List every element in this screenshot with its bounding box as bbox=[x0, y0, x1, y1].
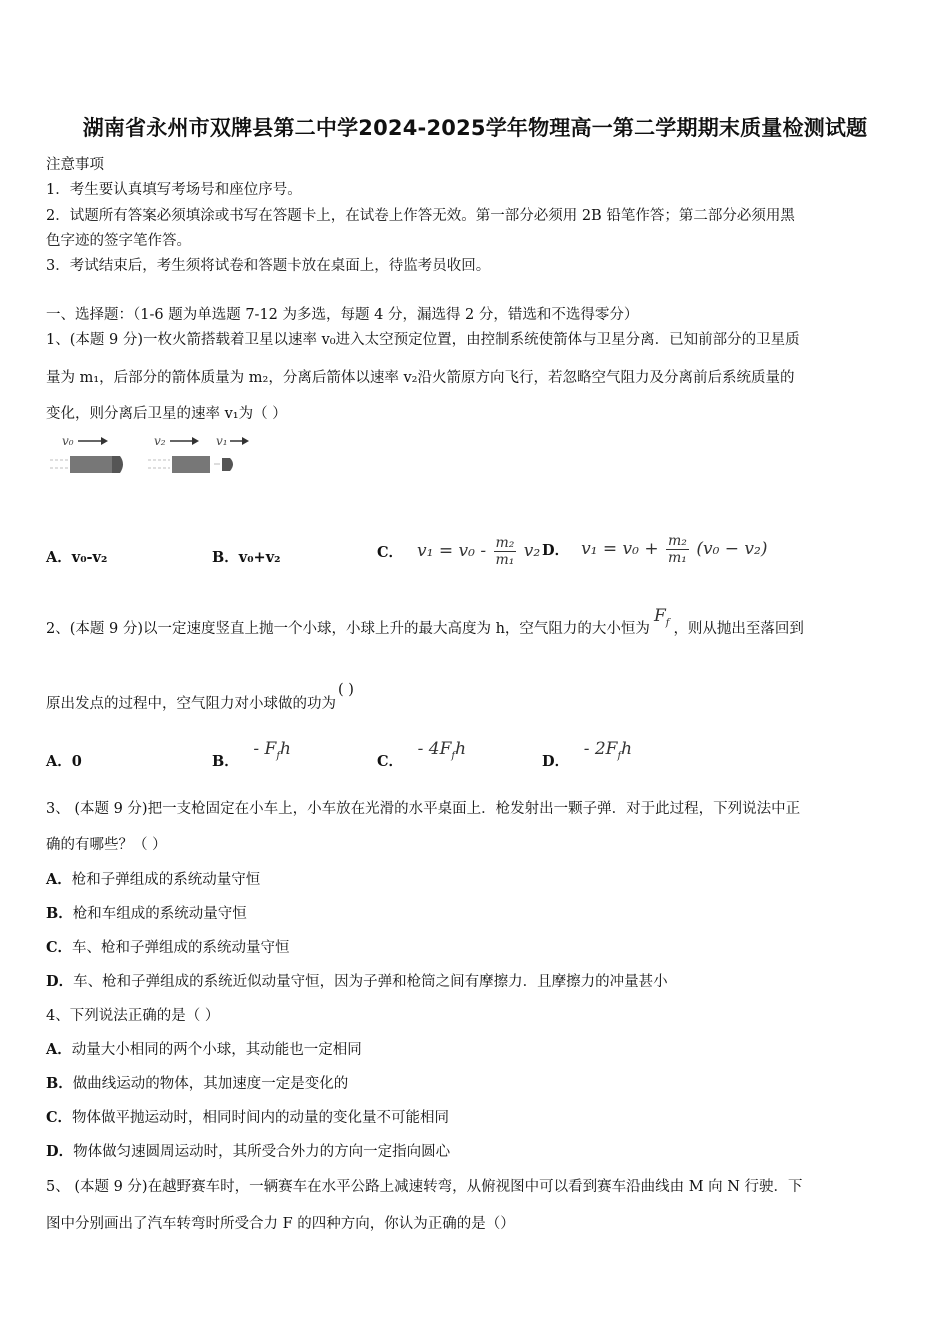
q3-option-b[interactable] bbox=[46, 902, 247, 923]
v0-label: v₀ bbox=[62, 434, 74, 448]
option-text: 车、枪和子弹组成的系统近似动量守恒，因为子弹和枪筒之间有摩擦力．且摩擦力的冲量甚小 bbox=[73, 974, 668, 990]
option-text: 物体做平抛运动时，相同时间内的动量的变化量不可能相同 bbox=[72, 1110, 450, 1126]
q2-text-part: 原出发点的过程中，空气阻力对小球做的功为 bbox=[46, 696, 336, 712]
option-text: 车、枪和子弹组成的系统动量守恒 bbox=[72, 940, 290, 956]
option-label: D． bbox=[46, 973, 74, 990]
q1-option-a[interactable] bbox=[46, 546, 107, 567]
page-title: 湖南省永州市双牌县第二中学2024-2025学年物理高一第二学期期末质量检测试题 bbox=[82, 116, 868, 140]
q2-option-d[interactable] bbox=[542, 739, 633, 773]
formula-b bbox=[253, 739, 291, 762]
friction-force-symbol bbox=[653, 606, 670, 629]
q3-option-d[interactable] bbox=[46, 970, 668, 991]
q1-option-d[interactable] bbox=[542, 524, 767, 574]
formula-part: h bbox=[455, 739, 467, 759]
option-text: 0 bbox=[71, 753, 82, 770]
section-heading: 一、选择题：（1-6 题为单选题 7-12 为多选，每题 4 分，漏选得 2 分，错选和不选得零分） bbox=[46, 307, 639, 323]
formula-c bbox=[417, 739, 467, 762]
q2-text-part: ，则从抛出至落回到 bbox=[673, 621, 804, 637]
formula-part: (v₀ − v₂) bbox=[696, 538, 768, 559]
v2-label: v₂ bbox=[154, 434, 166, 448]
option-text: 动量大小相同的两个小球，其动能也一定相同 bbox=[71, 1042, 362, 1058]
q2-text-part: 2、(本题 9 分)以一定速度竖直上抛一个小球，小球上升的最大高度为 h，空气阻力的大小恒为 bbox=[46, 621, 650, 637]
option-label: A． bbox=[46, 1041, 72, 1058]
q4-option-d[interactable] bbox=[46, 1140, 450, 1161]
formula-part: v₁ = v₀ - bbox=[417, 540, 487, 561]
subscript: f bbox=[276, 750, 281, 762]
numerator: m₂ bbox=[668, 532, 687, 549]
option-text: v₀-v₂ bbox=[71, 549, 108, 566]
formula-part: v₂ bbox=[523, 540, 541, 561]
notice-item: 2．试题所有答案必须填涂或书写在答题卡上，在试卷上作答无效。第一部分必须用 2B 铅笔作答；第二部分必须用黑 bbox=[46, 208, 795, 224]
option-label: C． bbox=[46, 939, 73, 956]
option-label: D． bbox=[542, 541, 570, 559]
rocket-separation-figure bbox=[46, 432, 266, 487]
notice-heading: 注意事项 bbox=[46, 157, 104, 173]
v1-label: v₁ bbox=[216, 434, 228, 448]
symbol: F bbox=[653, 606, 666, 626]
q4-option-c[interactable] bbox=[46, 1106, 449, 1127]
formula-part: - 4F bbox=[417, 739, 452, 759]
notice-item: 色字迹的签字笔作答。 bbox=[46, 233, 191, 249]
option-text: 枪和车组成的系统动量守恒 bbox=[72, 906, 247, 922]
question-5-text: 5、 (本题 9 分)在越野赛车时，一辆赛车在水平公路上减速转弯，从俯视图中可以看到赛车沿曲线由 M 向 N 行驶．下 bbox=[46, 1179, 803, 1195]
question-5-text: 图中分别画出了汽车转弯时所受合力 F 的四种方向，你认为正确的是（） bbox=[46, 1216, 515, 1232]
question-4-text: 4、下列说法正确的是（ ） bbox=[46, 1008, 220, 1024]
q2-option-b[interactable] bbox=[212, 739, 291, 773]
fraction bbox=[666, 533, 689, 566]
q1-option-b[interactable] bbox=[212, 546, 280, 567]
option-label: A． bbox=[46, 549, 72, 566]
answer-paren: ( ) bbox=[338, 682, 354, 698]
notice-item: 3．考试结束后，考生须将试卷和答题卡放在桌面上，待监考员收回。 bbox=[46, 258, 491, 274]
denominator: m₁ bbox=[668, 549, 687, 566]
option-text: 枪和子弹组成的系统动量守恒 bbox=[71, 872, 261, 888]
option-label: C． bbox=[377, 753, 404, 770]
q3-option-a[interactable] bbox=[46, 868, 260, 889]
option-label: D． bbox=[542, 753, 570, 770]
q1-option-c[interactable] bbox=[377, 528, 540, 574]
question-2-text bbox=[46, 606, 804, 640]
option-label: B． bbox=[46, 1075, 73, 1092]
subscript: f bbox=[617, 750, 622, 762]
notice-item: 1．考生要认真填写考场号和座位序号。 bbox=[46, 182, 302, 198]
formula-part: h bbox=[280, 739, 291, 759]
question-1-text: 1、(本题 9 分)一枚火箭搭载着卫星以速率 v₀进入太空预定位置，由控制系统使箭体与卫星分离．已知前部分的卫星质 bbox=[46, 332, 800, 348]
option-label: B． bbox=[212, 753, 239, 770]
question-1-text: 变化，则分离后卫星的速率 v₁为（ ） bbox=[46, 406, 287, 422]
option-text: v₀+v₂ bbox=[238, 549, 281, 566]
option-label: C． bbox=[377, 543, 404, 561]
q4-option-b[interactable] bbox=[46, 1072, 348, 1093]
option-label: B． bbox=[212, 549, 239, 566]
denominator: m₁ bbox=[495, 551, 515, 568]
question-2-text bbox=[46, 682, 354, 713]
option-label: B． bbox=[46, 905, 73, 922]
q2-option-a[interactable] bbox=[46, 750, 82, 771]
option-label: D． bbox=[46, 1143, 74, 1160]
subscript: f bbox=[451, 750, 456, 762]
q4-option-a[interactable] bbox=[46, 1038, 362, 1059]
option-text: 物体做匀速圆周运动时，其所受合外力的方向一定指向圆心 bbox=[73, 1144, 451, 1160]
numerator: m₂ bbox=[495, 534, 515, 551]
question-3-text: 3、 (本题 9 分)把一支枪固定在小车上，小车放在光滑的水平桌面上．枪发射出一颗子弹．对于此过程，下列说法中正 bbox=[46, 801, 801, 817]
formula-part: h bbox=[621, 739, 633, 759]
formula-part: v₁ = v₀ + bbox=[581, 538, 659, 559]
formula-c bbox=[417, 535, 540, 568]
option-label: A． bbox=[46, 753, 72, 770]
formula-d bbox=[581, 533, 767, 566]
formula-part: - 2F bbox=[583, 739, 618, 759]
option-label: A． bbox=[46, 871, 72, 888]
question-3-text: 确的有哪些？（ ） bbox=[46, 837, 167, 853]
option-text: 做曲线运动的物体，其加速度一定是变化的 bbox=[72, 1076, 349, 1092]
formula-d bbox=[583, 739, 633, 762]
q2-option-c[interactable] bbox=[377, 739, 467, 773]
q3-option-c[interactable] bbox=[46, 936, 290, 957]
fraction bbox=[494, 535, 517, 568]
question-1-text: 量为 m₁，后部分的箭体质量为 m₂，分离后箭体以速率 v₂沿火箭原方向飞行，若忽略空气阻力及分离前后系统质量的 bbox=[46, 370, 795, 386]
subscript: f bbox=[665, 617, 670, 629]
formula-part: - F bbox=[253, 739, 277, 759]
option-label: C． bbox=[46, 1109, 73, 1126]
